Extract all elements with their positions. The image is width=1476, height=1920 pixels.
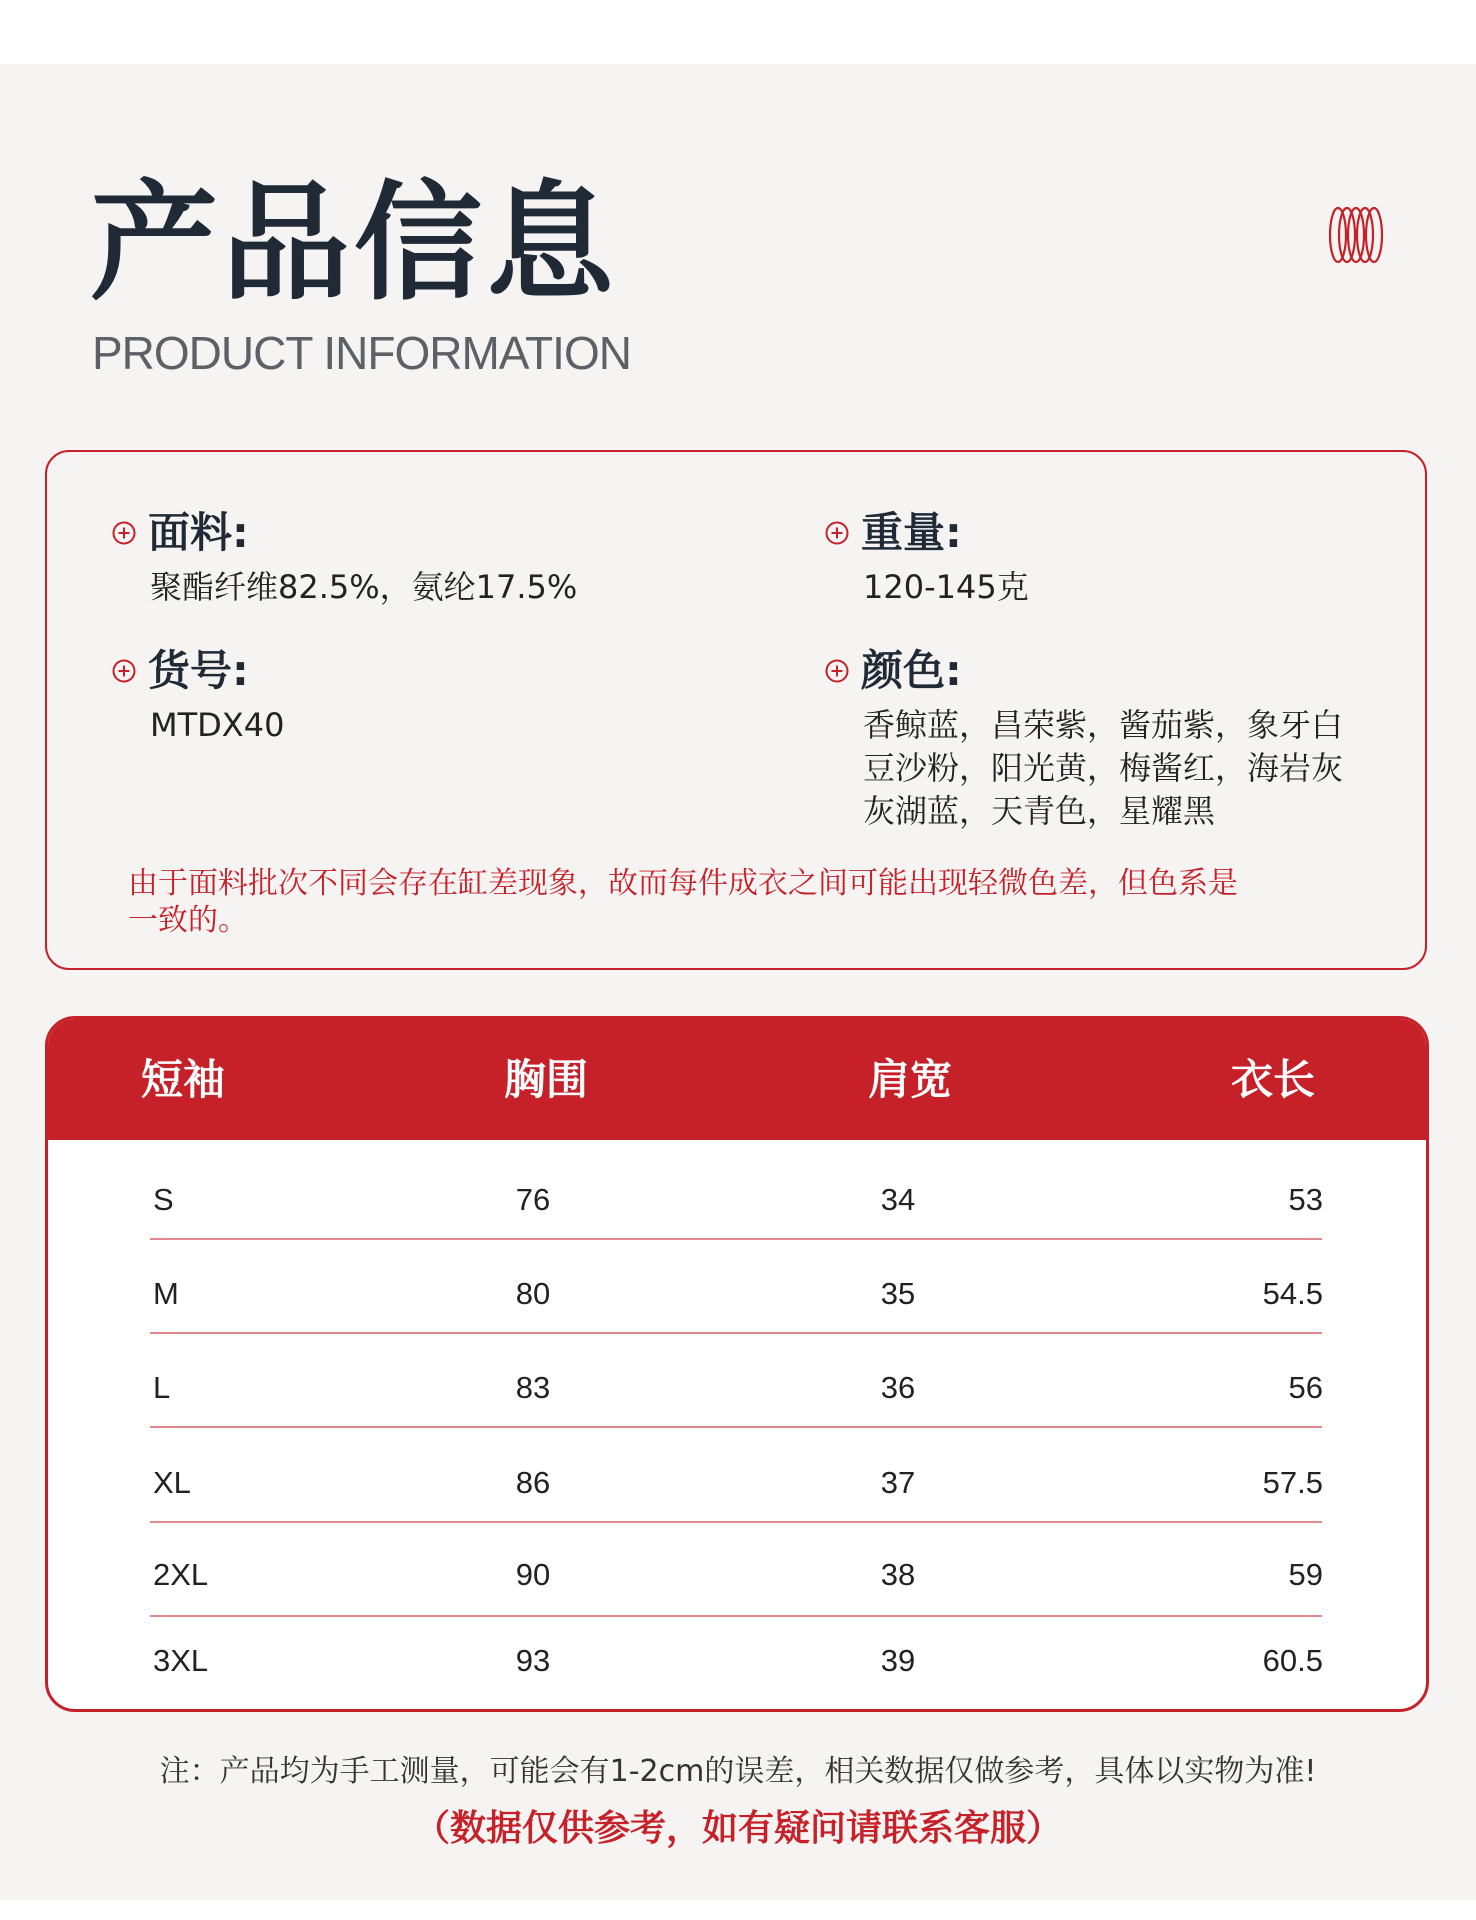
page-title: 产品信息 bbox=[90, 169, 619, 318]
fabric-label: 面料: bbox=[148, 508, 249, 557]
header-chest: 胸围 bbox=[504, 1055, 589, 1104]
size-cell: 3XL bbox=[153, 1643, 209, 1678]
header-shoulder: 肩宽 bbox=[868, 1055, 953, 1104]
color-difference-note bbox=[128, 865, 1358, 939]
contact-note: （数据仅供参考，如有疑问请联系客服） bbox=[413, 1808, 1062, 1849]
header-length: 衣长 bbox=[1231, 1055, 1316, 1104]
note-line: 由于面料批次不同会存在缸差现象，故而每件成衣之间可能出现轻微色差，但色系是 bbox=[128, 866, 1238, 901]
size-cell: L bbox=[153, 1370, 171, 1405]
shoulder-cell: 34 bbox=[880, 1182, 916, 1217]
shoulder-cell: 35 bbox=[880, 1276, 916, 1311]
plus-circle-icon bbox=[112, 659, 136, 683]
table-header bbox=[48, 1019, 1426, 1140]
row-divider bbox=[150, 1332, 1322, 1334]
note-line: 一致的。 bbox=[128, 903, 248, 938]
measurement-note: 注：产品均为手工测量，可能会有1-2cm的误差，相关数据仅做参考，具体以实物为准! bbox=[159, 1754, 1317, 1789]
chest-cell: 86 bbox=[515, 1465, 551, 1500]
color-info bbox=[825, 646, 1344, 833]
sku-label: 货号: bbox=[148, 646, 249, 695]
length-cell: 56 bbox=[1288, 1370, 1323, 1405]
color-line: 豆沙粉，阳光黄，梅酱红，海岩灰 bbox=[863, 749, 1344, 787]
fabric-value: 聚酯纤维82.5%，氨纶17.5% bbox=[150, 568, 578, 606]
chest-cell: 83 bbox=[515, 1370, 551, 1405]
chest-cell: 76 bbox=[515, 1182, 551, 1217]
header-sleeve: 短袖 bbox=[141, 1055, 226, 1104]
chest-cell: 93 bbox=[515, 1643, 551, 1678]
shoulder-cell: 37 bbox=[880, 1465, 916, 1500]
row-divider bbox=[150, 1615, 1322, 1617]
size-table bbox=[45, 1016, 1429, 1712]
interlocking-rings-icon bbox=[1326, 205, 1386, 265]
shoulder-cell: 36 bbox=[880, 1370, 916, 1405]
row-divider bbox=[150, 1238, 1322, 1240]
sku-value: MTDX40 bbox=[150, 706, 285, 744]
fabric-info bbox=[112, 508, 578, 609]
length-cell: 57.5 bbox=[1262, 1465, 1323, 1500]
sku-info bbox=[112, 646, 285, 747]
plus-circle-icon bbox=[825, 659, 849, 683]
page-subtitle: PRODUCT INFORMATION bbox=[92, 327, 631, 379]
length-cell: 53 bbox=[1288, 1182, 1323, 1217]
plus-circle-icon bbox=[825, 521, 849, 545]
shoulder-cell: 38 bbox=[880, 1557, 916, 1592]
color-label: 颜色: bbox=[861, 646, 962, 695]
size-cell: 2XL bbox=[153, 1557, 209, 1592]
length-cell: 60.5 bbox=[1262, 1643, 1323, 1678]
weight-value: 120-145克 bbox=[863, 568, 1029, 606]
size-cell: S bbox=[153, 1182, 174, 1217]
color-value bbox=[863, 704, 1343, 833]
length-cell: 54.5 bbox=[1262, 1276, 1323, 1311]
plus-circle-icon bbox=[112, 521, 136, 545]
size-cell: XL bbox=[153, 1465, 191, 1500]
chest-cell: 80 bbox=[515, 1276, 551, 1311]
shoulder-cell: 39 bbox=[880, 1643, 916, 1678]
color-line: 香鲸蓝，昌荣紫，酱茄紫，象牙白 bbox=[863, 706, 1344, 744]
row-divider bbox=[150, 1521, 1322, 1523]
row-divider bbox=[150, 1426, 1322, 1428]
chest-cell: 90 bbox=[515, 1557, 551, 1592]
weight-label: 重量: bbox=[861, 508, 962, 557]
length-cell: 59 bbox=[1288, 1557, 1323, 1592]
weight-info bbox=[825, 508, 1029, 609]
size-cell: M bbox=[153, 1276, 179, 1311]
color-line: 灰湖蓝，天青色，星耀黑 bbox=[863, 792, 1216, 830]
